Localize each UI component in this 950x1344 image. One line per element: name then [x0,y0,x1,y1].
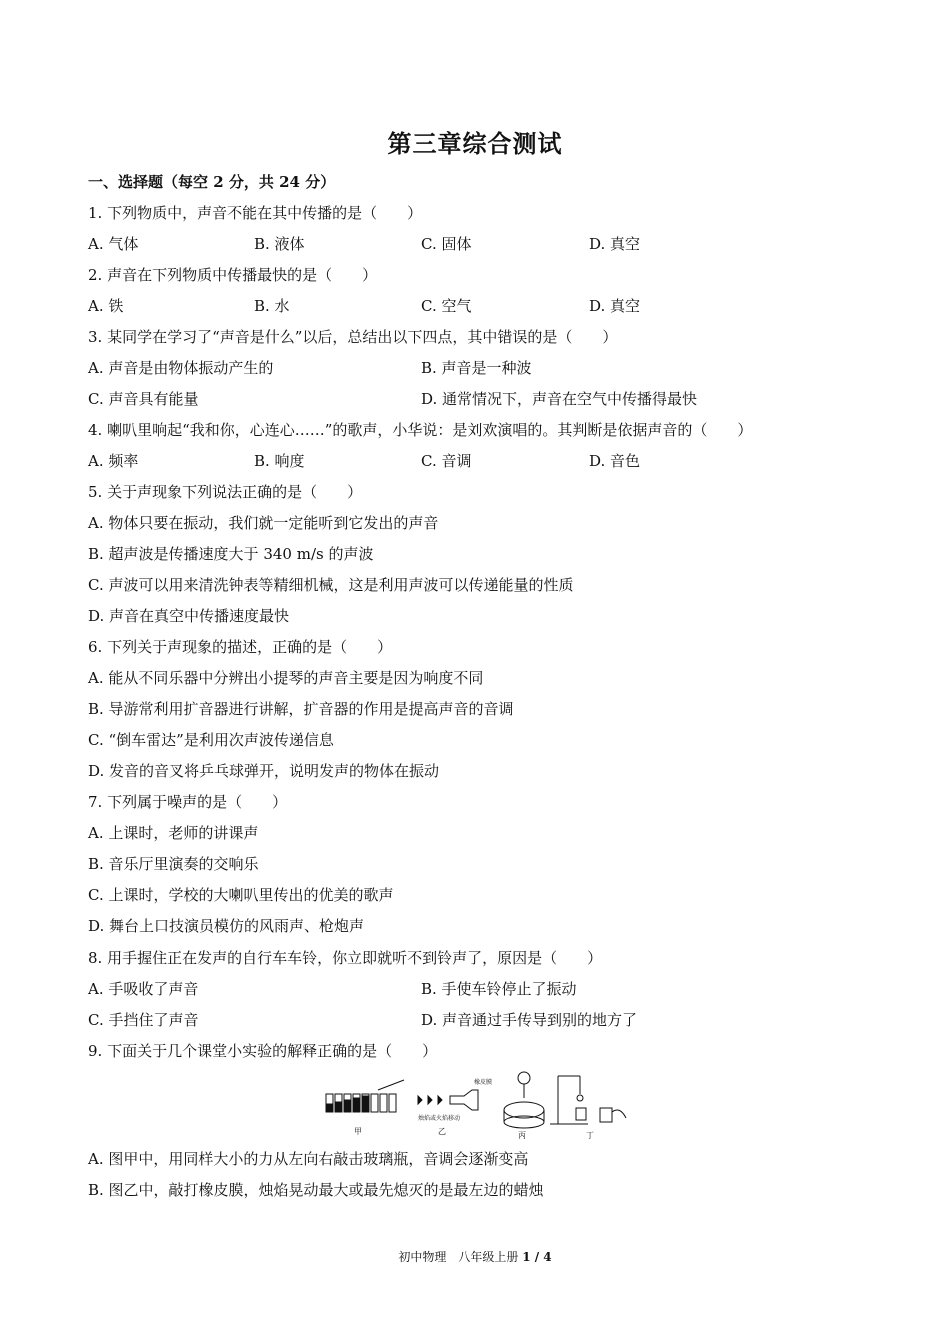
question-8-option-c: C. 手挡住了声音 [88,1011,199,1029]
question-1-option-b: B. 液体 [254,235,305,253]
question-5-option-a: A. 物体只要在振动，我们就一定能听到它发出的声音 [88,514,439,532]
question-9-stem: 9. 下面关于几个课堂小实验的解释正确的是（ ） [88,1042,438,1060]
question-2-option-c: C. 空气 [421,297,472,315]
question-7-option-d: D. 舞台上口技演员模仿的风雨声、枪炮声 [88,917,365,935]
question-6-option-a: A. 能从不同乐器中分辨出小提琴的声音主要是因为响度不同 [88,669,484,687]
question-7-option-b: B. 音乐厅里演奏的交响乐 [88,855,259,873]
question-5-stem: 5. 关于声现象下列说法正确的是（ ） [88,483,363,501]
question-2-option-a: A. 铁 [88,297,124,315]
question-4-option-c: C. 音调 [421,452,472,470]
question-7-option-a: A. 上课时，老师的讲课声 [88,824,259,842]
page-number: 1 / 4 [522,1250,552,1264]
figure-label-bing: 丙 [518,1131,526,1140]
question-8-option-b: B. 手使车铃停止了振动 [421,980,577,998]
question-4-option-d: D. 音色 [589,452,641,470]
question-2-stem: 2. 声音在下列物质中传播最快的是（ ） [88,266,378,284]
question-3-option-a: A. 声音是由物体振动产生的 [88,359,274,377]
question-8-stem: 8. 用手握住正在发声的自行车车铃，你立即就听不到铃声了，原因是（ ） [88,949,603,967]
question-1-option-d: D. 真空 [589,235,641,253]
question-7-stem: 7. 下列属于噪声的是（ ） [88,793,288,811]
question-6-option-c: C. “倒车雷达”是利用次声波传递信息 [88,731,334,749]
tuning-fork-drawing [550,1076,626,1124]
section-heading: 一、选择题（每空 2 分，共 24 分） [88,173,336,191]
experiment-figure-drawing [318,1068,630,1142]
figure-flame-caption: 烛焰或火焰移动 [418,1115,461,1122]
question-8-option-d: D. 声音通过手传导到别的地方了 [421,1011,638,1029]
question-6-stem: 6. 下列关于声现象的描述，正确的是（ ） [88,638,393,656]
footer-text: 初中物理 八年级上册 [398,1250,523,1264]
question-4-option-b: B. 响度 [254,452,305,470]
drum-drawing [504,1072,544,1128]
figure-label-yi: 乙 [438,1127,446,1136]
question-6-option-d: D. 发音的音叉将乒乓球弹开，说明发声的物体在振动 [88,762,440,780]
question-5-option-b: B. 超声波是传播速度大于 340 m/s 的声波 [88,545,374,563]
bottles-drawing [326,1080,404,1112]
page-title: 第三章综合测试 [387,129,563,158]
question-7-option-c: C. 上课时，学校的大喇叭里传出的优美的歌声 [88,886,394,904]
question-2-option-d: D. 真空 [589,297,641,315]
question-5-option-d: D. 声音在真空中传播速度最快 [88,607,290,625]
question-6-option-b: B. 导游常利用扩音器进行讲解，扩音器的作用是提高声音的音调 [88,700,514,718]
question-3-option-c: C. 声音具有能量 [88,390,199,408]
question-3-option-d: D. 通常情况下，声音在空气中传播得最快 [421,390,698,408]
question-3-option-b: B. 声音是一种波 [421,359,532,377]
question-3-stem: 3. 某同学在学习了“声音是什么”以后，总结出以下四点，其中错误的是（ ） [88,328,618,346]
question-2-option-b: B. 水 [254,297,290,315]
candles-drawing [418,1090,478,1110]
question-1-option-a: A. 气体 [88,235,139,253]
figure-film-label: 橡皮膜 [474,1079,493,1086]
question-9-option-b: B. 图乙中，敲打橡皮膜，烛焰晃动最大或最先熄灭的是最左边的蜡烛 [88,1181,544,1199]
page-footer [0,1248,950,1265]
question-1-option-c: C. 固体 [421,235,472,253]
question-5-option-c: C. 声波可以用来清洗钟表等精细机械，这是利用声波可以传递能量的性质 [88,576,574,594]
figure-label-jia: 甲 [354,1127,362,1136]
question-4-stem: 4. 喇叭里响起“我和你，心连心……”的歌声，小华说：是刘欢演唱的。其判断是依据声音的（ ） [88,421,753,439]
question-4-option-a: A. 频率 [88,452,139,470]
question-1-stem: 1. 下列物质中，声音不能在其中传播的是（ ） [88,204,423,222]
figure-label-ding: 丁 [586,1131,594,1140]
question-9-option-a: A. 图甲中，用同样大小的力从左向右敲击玻璃瓶，音调会逐渐变高 [88,1150,529,1168]
experiment-figure [318,1068,630,1142]
question-8-option-a: A. 手吸收了声音 [88,980,199,998]
